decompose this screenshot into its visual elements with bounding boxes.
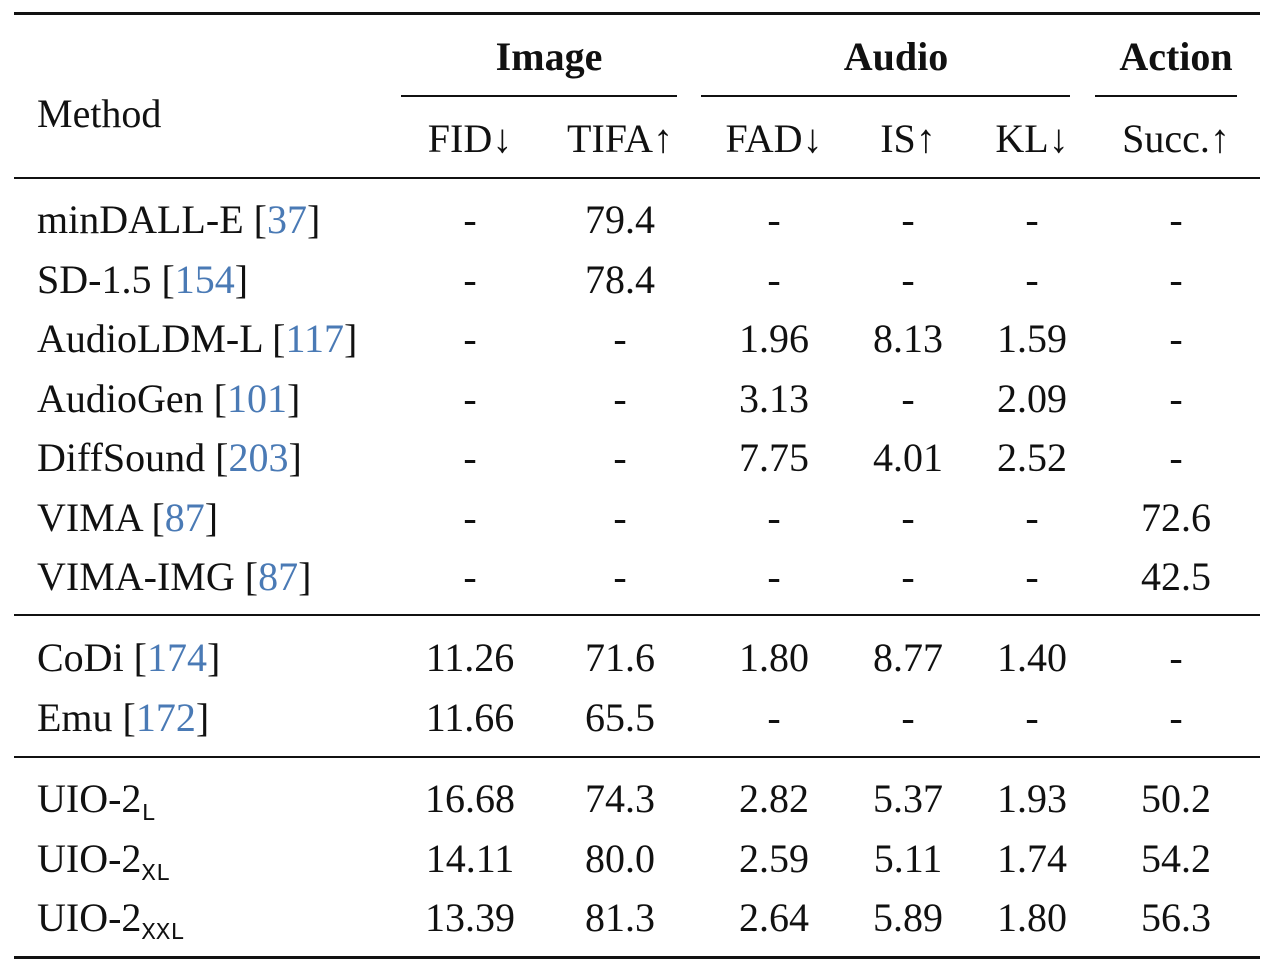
table-cell: 13.39 — [425, 895, 515, 940]
table-cell: 2.82 — [739, 776, 809, 821]
table-cell: - — [901, 256, 915, 302]
table-cell: 11.26 — [425, 635, 515, 680]
table-cell: 2.09 — [997, 375, 1067, 421]
bottom-rule — [14, 956, 1260, 959]
citation-bracket: ] — [234, 256, 249, 302]
table-cell: - — [463, 256, 477, 302]
col-header-succ: Succ.↑ — [1122, 116, 1230, 161]
action-group-rule — [1095, 95, 1237, 97]
citation-link[interactable]: 154 — [174, 256, 235, 302]
citation-link[interactable]: 37 — [266, 197, 307, 242]
table-cell: - — [901, 694, 915, 740]
method-name — [37, 494, 218, 542]
table-cell: 1.59 — [997, 316, 1067, 361]
table-cell: - — [463, 375, 477, 421]
section-rule-2 — [14, 756, 1260, 758]
table-cell: 56.3 — [1141, 895, 1211, 940]
table-cell: - — [613, 554, 627, 599]
method-label: UIO-2 — [37, 835, 142, 881]
method-label: minDALL-E [ — [37, 197, 267, 242]
audio-group-header: Audio — [843, 34, 949, 79]
table-cell: 8.77 — [873, 635, 943, 680]
table-cell: - — [767, 694, 781, 740]
table-cell: - — [463, 494, 477, 540]
table-cell: - — [1025, 494, 1039, 540]
table-cell: 4.01 — [873, 435, 943, 480]
table-cell: - — [463, 554, 477, 599]
top-rule — [14, 12, 1260, 15]
table-cell: 1.74 — [997, 835, 1067, 881]
method-name — [37, 553, 311, 601]
method-name — [37, 835, 170, 899]
table-cell: - — [901, 197, 915, 242]
table-cell: 8.13 — [873, 316, 943, 361]
table-cell: 42.5 — [1141, 554, 1211, 599]
table-cell: 2.52 — [997, 435, 1067, 480]
method-name — [37, 894, 185, 958]
table-cell: - — [613, 435, 627, 480]
table-cell: 7.75 — [739, 435, 809, 480]
method-name — [37, 694, 209, 742]
citation-bracket: ] — [306, 197, 321, 242]
method-label: DiffSound [ — [37, 435, 229, 480]
table-cell: - — [767, 197, 781, 242]
method-name — [37, 634, 220, 682]
col-header-tifa: TIFA↑ — [567, 116, 673, 161]
method-name — [37, 315, 357, 363]
citation-link[interactable]: 117 — [285, 316, 344, 361]
table-cell: 1.80 — [739, 635, 809, 680]
table-cell: - — [613, 375, 627, 421]
table-cell: - — [1025, 197, 1039, 242]
table-cell: 71.6 — [585, 635, 655, 680]
table-cell: 50.2 — [1141, 776, 1211, 821]
method-label: UIO-2 — [37, 776, 142, 821]
method-label: Emu [ — [37, 694, 136, 740]
table-cell: 16.68 — [425, 776, 515, 821]
table-cell: - — [1169, 256, 1183, 302]
method-label: SD-1.5 [ — [37, 256, 175, 302]
table-cell: - — [1169, 694, 1183, 740]
table-cell: 79.4 — [585, 197, 655, 242]
table-cell: - — [901, 494, 915, 540]
table-cell: 5.11 — [873, 835, 943, 881]
method-name — [37, 375, 300, 423]
citation-bracket: ] — [298, 554, 312, 599]
method-label: UIO-2 — [37, 895, 142, 940]
citation-bracket: ] — [207, 635, 221, 680]
model-size-subscript: L — [141, 801, 156, 828]
table-cell: 2.59 — [739, 835, 809, 881]
table-cell: 2.64 — [739, 895, 809, 940]
table-cell: - — [901, 375, 915, 421]
table-cell: 5.37 — [873, 776, 943, 821]
table-cell: 14.11 — [425, 835, 515, 881]
table-cell: - — [1025, 554, 1039, 599]
citation-link[interactable]: 172 — [135, 694, 196, 740]
table-cell: - — [463, 316, 477, 361]
method-label: VIMA-IMG [ — [37, 554, 259, 599]
col-header-fid: FID↓ — [427, 116, 513, 161]
action-group-header: Action — [1119, 34, 1233, 79]
table-cell: 78.4 — [585, 256, 655, 302]
table-cell: - — [901, 554, 915, 599]
col-header-kl: KL↓ — [995, 116, 1069, 161]
table-cell: 3.13 — [739, 375, 809, 421]
table-cell: 5.89 — [873, 895, 943, 940]
table-cell: - — [1169, 316, 1183, 361]
method-name — [37, 256, 248, 304]
citation-link[interactable]: 174 — [147, 635, 207, 680]
table-cell: 11.66 — [425, 694, 515, 740]
table-cell: - — [613, 494, 627, 540]
citation-bracket: ] — [344, 316, 358, 361]
table-cell: 54.2 — [1141, 835, 1211, 881]
citation-link[interactable]: 87 — [164, 494, 205, 540]
table-cell: - — [613, 316, 627, 361]
method-name — [37, 434, 302, 482]
table-cell: - — [1025, 694, 1039, 740]
citation-bracket: ] — [286, 375, 301, 421]
method-header: Method — [37, 91, 162, 136]
citation-link[interactable]: 101 — [226, 375, 287, 421]
image-group-rule — [401, 95, 677, 97]
table-cell: 1.93 — [997, 776, 1067, 821]
citation-link[interactable]: 203 — [228, 435, 289, 480]
citation-bracket: ] — [204, 494, 219, 540]
table-cell: - — [463, 435, 477, 480]
col-header-is: IS↑ — [880, 116, 936, 161]
table-cell: - — [1169, 635, 1183, 680]
table-cell: 65.5 — [585, 694, 655, 740]
citation-bracket: ] — [195, 694, 210, 740]
table-cell: - — [1169, 375, 1183, 421]
citation-link[interactable]: 87 — [258, 554, 299, 599]
table-cell: - — [767, 554, 781, 599]
method-label: AudioGen [ — [37, 375, 227, 421]
col-header-fad: FAD↓ — [725, 116, 823, 161]
table-cell: - — [1169, 197, 1183, 242]
image-group-header: Image — [495, 34, 603, 79]
table-cell: 74.3 — [585, 776, 655, 821]
table-cell: - — [463, 197, 477, 242]
citation-bracket: ] — [288, 435, 302, 480]
method-label: CoDi [ — [37, 635, 147, 680]
table-cell: 1.40 — [997, 635, 1067, 680]
method-name — [37, 775, 156, 839]
table-cell: - — [767, 494, 781, 540]
table-cell: - — [767, 256, 781, 302]
table-cell: - — [1025, 256, 1039, 302]
method-name — [37, 196, 320, 244]
table-cell: 72.6 — [1141, 494, 1211, 540]
table-cell: - — [1169, 435, 1183, 480]
model-size-subscript: XL — [141, 860, 171, 888]
method-label: VIMA [ — [37, 494, 165, 540]
table-cell: 80.0 — [585, 835, 655, 881]
section-rule-1 — [14, 614, 1260, 616]
header-rule — [14, 177, 1260, 179]
method-label: AudioLDM-L [ — [37, 316, 286, 361]
audio-group-rule — [701, 95, 1070, 97]
table-cell: 1.96 — [739, 316, 809, 361]
table-cell: 81.3 — [585, 895, 655, 940]
table-cell: 1.80 — [997, 895, 1067, 940]
model-size-subscript: XXL — [141, 920, 185, 947]
